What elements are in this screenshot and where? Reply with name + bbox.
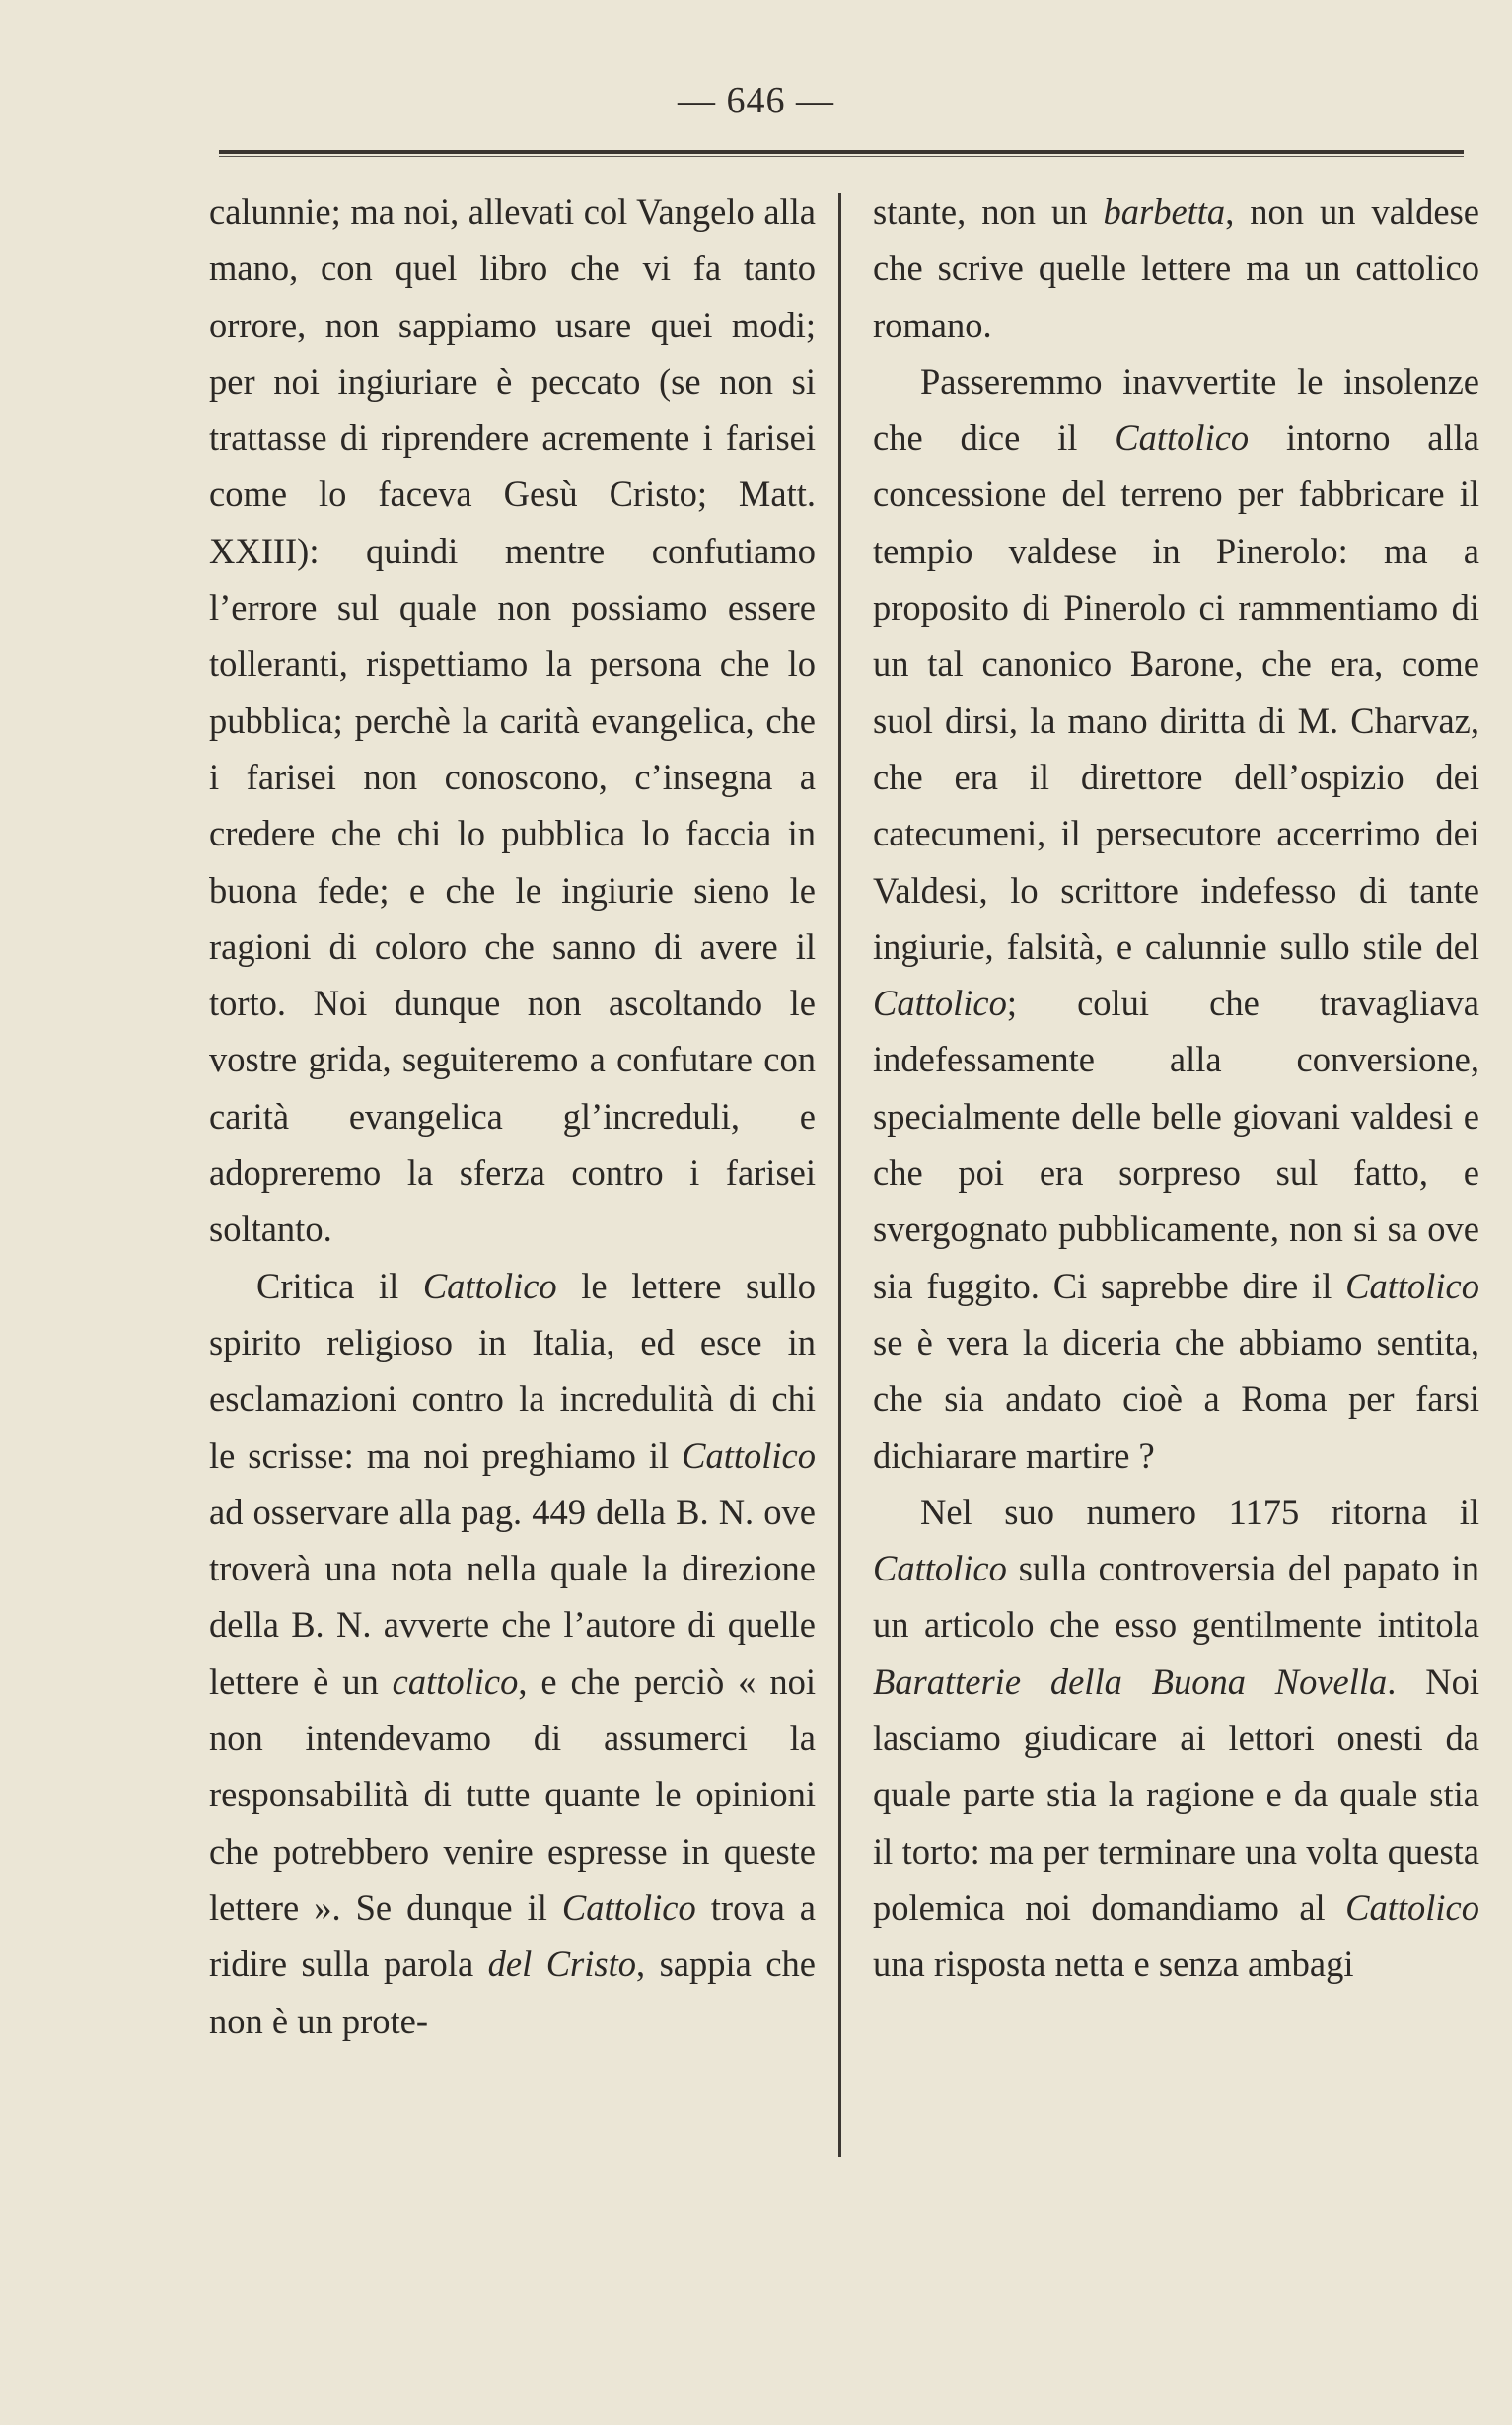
text-run: Critica il	[256, 1265, 423, 1306]
text-run: se è vera la diceria che abbiamo sentita, che sia andato cioè a Roma per farsi dichiarare martire ?	[873, 1321, 1479, 1476]
paragraph	[209, 184, 816, 1258]
italic-text: Cattolico	[873, 983, 1007, 1024]
italic-text: del Cristo	[487, 1944, 636, 1985]
text-run: Nel suo numero 1175 ritorna il	[920, 1491, 1479, 1532]
italic-text: Baratterie della Buona Novella	[873, 1660, 1388, 1702]
column-divider	[838, 193, 841, 2157]
text-run: una risposta netta e senza ambagi	[873, 1944, 1354, 1985]
left-column	[209, 184, 816, 2049]
italic-text: Cattolico	[561, 1886, 696, 1928]
italic-text: Cattolico	[1345, 1265, 1479, 1306]
text-run: calunnie; ma noi, allevati col Vangelo alla mano, con quel libro che vi fa tanto orrore, non sappiamo usare quei modi; per noi ingiuriare è peccato (se non si trattasse di riprendere acremente i farisei come lo faceva Gesù Cristo; Matt. XXIII): quindi mentre confutiamo l’errore sul quale non possiamo essere tolleranti, rispettiamo la persona che lo pubblica; perchè la carità evangelica, che i farisei non conoscono, c’insegna a credere che chi lo pubblica lo faccia in buona fede; e che le ingiurie sieno le ragioni di coloro che sanno di avere il torto. Noi dunque non ascoltando le vostre grida, seguiteremo a confutare con carità evangelica gl’increduli, e adopreremo la sferza contro i farisei soltanto.	[209, 191, 816, 1250]
page-number: — 646 —	[678, 80, 834, 121]
text-run: , non un valdese che scrive quelle lettere ma un cattolico romano.	[873, 191, 1479, 345]
text-run: . Noi lasciamo giudicare ai lettori onesti da quale parte stia la ragione e da quale stia il torto: ma per terminare una volta questa polemica noi domandiamo al	[873, 1660, 1479, 1928]
header-rule	[219, 150, 1464, 157]
paragraph	[873, 1484, 1479, 1993]
italic-text: Cattolico	[1345, 1886, 1479, 1928]
text-run: ; colui che travagliava indefessamente alla conversione, specialmente delle belle giovani valdesi e che poi era sorpreso sul fatto, e svergognato pubblicamente, non si sa ove sia fuggito. Ci saprebbe dire il	[873, 983, 1479, 1306]
paragraph	[873, 353, 1479, 1484]
italic-text: cattolico	[392, 1660, 519, 1702]
paragraph	[209, 1258, 816, 2049]
italic-text: Cattolico	[682, 1434, 816, 1476]
text-run: sulla controversia del papato in un articolo che esso gentilmente intitola	[873, 1548, 1479, 1646]
text-run: ad osservare alla pag. 449 della B. N. ove troverà una nota nella quale la direzione della B. N. avverte che l’autore di quelle lettere è un	[209, 1491, 816, 1702]
text-run: intorno alla concessione del terreno per fabbricare il tempio valdese in Pinerolo: ma a proposito di Pinerolo ci rammentiamo di un tal canonico Barone, che era, come suol dirsi, la mano diritta di M. Charvaz, che era il direttore dell’ospizio dei catecumeni, il persecutore accerrimo dei Valdesi, lo scrittore indefesso di tante ingiurie, falsità, e calunnie sullo stile del	[873, 417, 1479, 967]
text-run: Passeremmo inavvertite le insolenze che dice il	[873, 360, 1479, 459]
italic-text: Cattolico	[1115, 417, 1250, 459]
text-run: , sappia che non è un prote-	[209, 1944, 816, 2041]
italic-text: Cattolico	[422, 1265, 557, 1306]
text-run: le lettere sullo spirito religioso in Italia, ed esce in esclamazioni contro la incredulità di chi le scrisse: ma noi preghiamo il	[209, 1265, 816, 1476]
right-column	[873, 184, 1479, 1993]
text-run: stante, non un	[873, 191, 1104, 232]
text-run: , e che perciò « noi non intendevamo di assumerci la responsabilità di tutte quante le opinioni che potrebbero venire espresse in queste lettere ». Se dunque il	[209, 1660, 816, 1928]
italic-text: Cattolico	[873, 1548, 1007, 1589]
italic-text: barbetta	[1103, 191, 1226, 232]
paragraph	[873, 184, 1479, 353]
text-run: trova a ridire sulla parola	[209, 1886, 816, 1985]
